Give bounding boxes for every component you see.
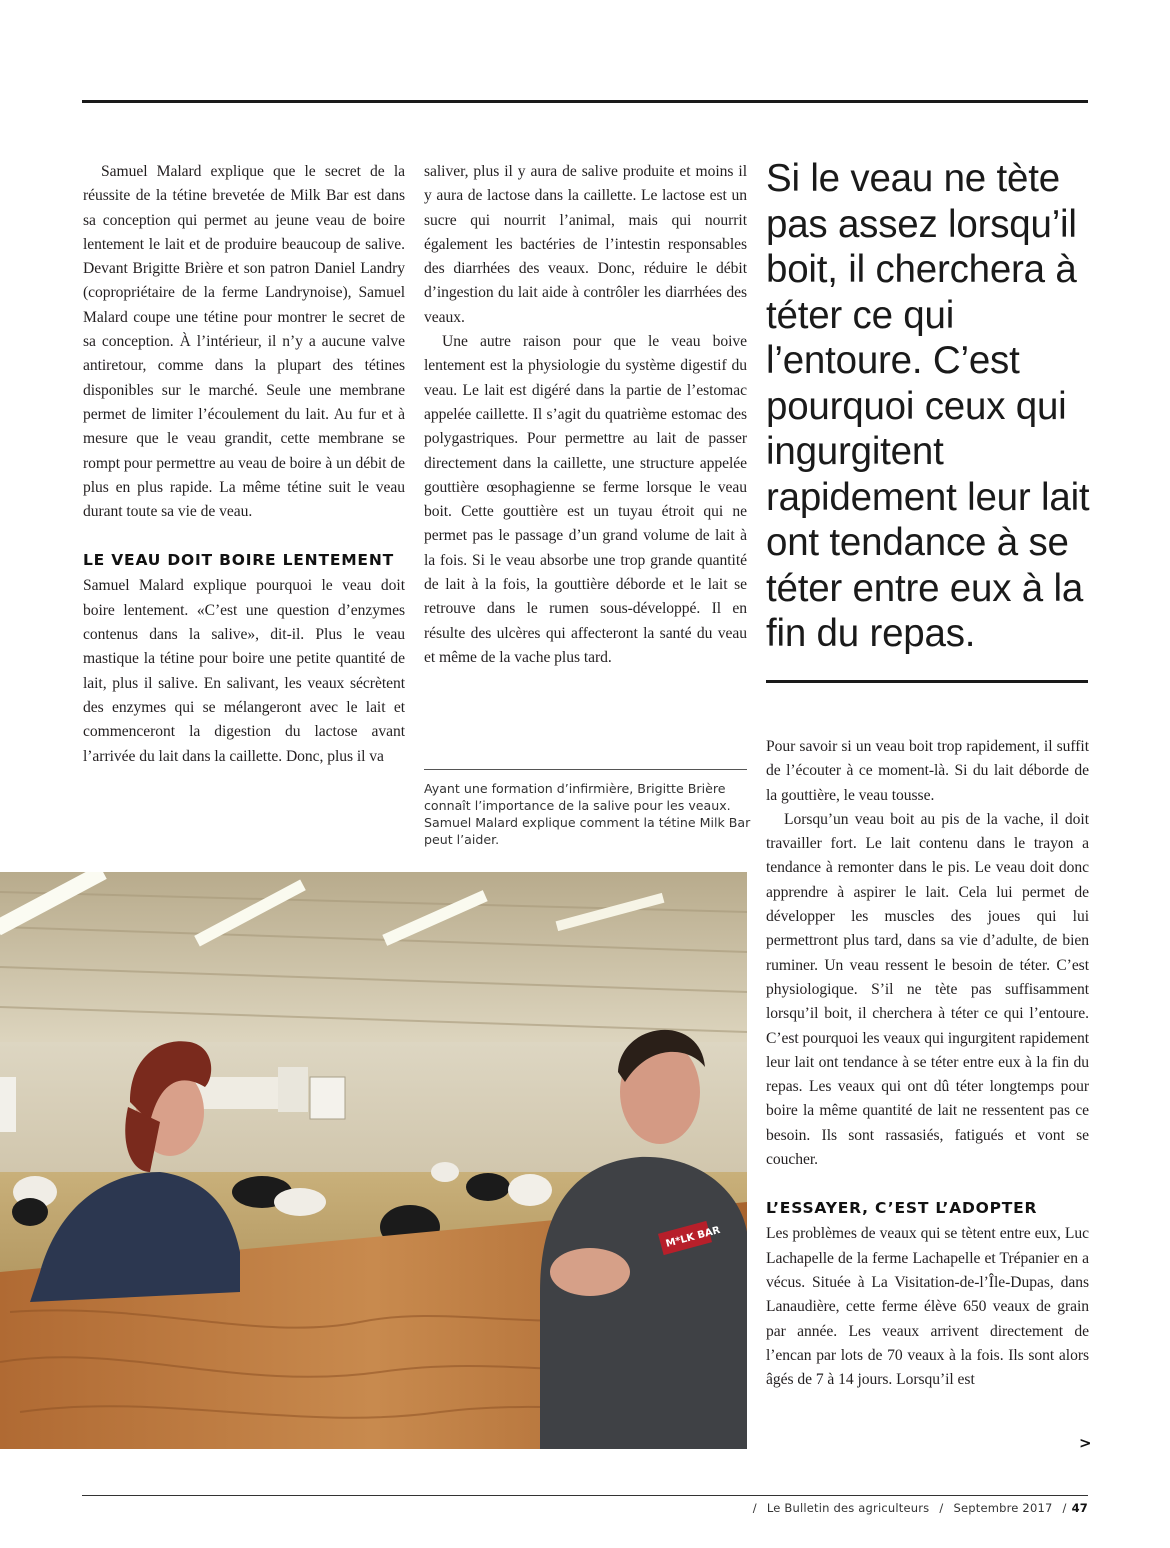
body-paragraph: Lorsqu’un veau boit au pis de la vache, il doit travailler fort. Le lait contenu dans le trayon a tendance à remonter dans le pis. Le veau doit donc apprendre à aspirer le lait. Cela lui permet de développer les muscles des joues qui lui permettront plus tard, dans sa vie d’adulte, de bien ruminer. Un veau ressent le besoin de téter. C’est physiologique. S’il ne tète pas suffisamment lorsqu’il boit, il cherchera à téter ce qui l’entoure. C’est pourquoi les veaux qui ingurgitent rapidement leur lait ont tendance à se téter entre eux à la fin du repas. Les veaux qui ont dû téter longtemps pour boire la même quantité de lait ne ressentent pas ce besoin. Ils sont rassasiés, fatigués et vont se coucher. <box>766 810 1089 1169</box>
top-rule <box>82 100 1088 103</box>
article-photo <box>0 872 747 1449</box>
body-paragraph: saliver, plus il y aura de salive produite et moins il y aura de lactose dans la caillette. Le lactose est un sucre qui nourrit l’animal, mais qui nourrit également les bactéries de l’intestin responsables des diarrhées des veaux. Donc, réduire le débit d’ingestion du lait aide à contrôler les diarrhées des veaux. <box>424 163 747 326</box>
article-column-2 <box>424 160 747 670</box>
footer-rule <box>82 1495 1088 1496</box>
body-paragraph: Samuel Malard explique pourquoi le veau doit boire lentement. «C’est une question d’enzymes contenus dans la salive», dit-il. Plus le veau mastique la tétine pour boire une petite quantité de lait, plus il salive. En salivant, les veaux sécrètent des enzymes qui se mélangeront avec le lait et commenceront la digestion du lactose avant l’arrivée du lait dans la caillette. Donc, plus il va <box>83 577 405 765</box>
body-paragraph: Une autre raison pour que le veau boive lentement est la physiologie du système digestif du veau. Le lait est digéré dans la partie de l’estomac appelée caillette. Il s’agit du quatrième estomac des polygastriques. Pour permettre au lait de passer directement dans la caillette, une structure appelée gouttière œsophagienne se ferme lorsque le veau boit. Cette gouttière est un tuyau étroit qui ne permet pas le passage d’un grand volume de lait à la fois. Si le veau absorbe une trop grande quantité de lait à la fois, la gouttière déborde et le lait se retrouve dans le rumen sous-développé. Il en résulte des ulcères qui affecteront la santé du veau et même de la vache plus tard. <box>424 333 747 666</box>
barn-photo-illustration <box>0 872 747 1449</box>
body-paragraph: Les problèmes de veaux qui se tètent entre eux, Luc Lachapelle de la ferme Lachapelle et Trépanier en a vécus. Située à La Visitation-de-l’Île-Dupas, dans Lanaudière, cette ferme élève 650 veaux de grain par année. Les veaux arrivent directement de l’encan par lots de 70 veaux à la fois. Ils sont alors âgés de 7 à 14 jours. Lorsqu’il est <box>766 1225 1089 1389</box>
body-paragraph: Samuel Malard explique que le secret de la réussite de la tétine brevetée de Milk Bar est dans sa conception qui permet au jeune veau de boire lentement le lait et de produire beaucoup de salive. Devant Brigitte Brière et son patron Daniel Landry (copropriétaire de la ferme Landrynoise), Samuel Malard coupe une tétine pour montrer le secret de sa conception. À l’intérieur, il n’y a aucune valve antiretour, comme dans la plupart des tétines disponibles sur le marché. Seule une membrane permet de limiter l’écoulement du lait. Au fur et à mesure que le veau grandit, cette membrane se rompt pour permettre au veau de boire à un débit de plus en plus rapide. La même tétine suit le veau durant toute sa vie de veau. <box>83 163 405 521</box>
section-heading: L’ESSAYER, C’EST L’ADOPTER <box>766 1199 1038 1218</box>
page-footer <box>753 1501 1088 1515</box>
page-number: 47 <box>1071 1501 1088 1515</box>
body-paragraph: Pour savoir si un veau boit trop rapidement, il suffit de l’écouter à ce moment-là. Si du lait déborde de la gouttière, le veau tousse. <box>766 738 1089 804</box>
caption-rule <box>424 769 747 770</box>
pull-quote-rule <box>766 680 1088 683</box>
issue-date: Septembre 2017 <box>953 1501 1053 1515</box>
photo-caption: Ayant une formation d’infirmière, Brigitte Brière connaît l’importance de la salive pour les veaux. Samuel Malard explique comment la tétine Milk Bar peut l’aider. <box>424 781 751 847</box>
footer-separator: / <box>1062 1501 1067 1515</box>
footer-separator: / <box>939 1501 944 1515</box>
footer-separator: / <box>752 1501 757 1515</box>
article-column-3 <box>766 735 1089 1392</box>
pull-quote: Si le veau ne tète pas assez lorsqu’il boit, il cherchera à téter ce qui l’entoure. C’est pourquoi ceux qui ingurgitent rapidement leur lait ont tendance à se téter entre eux à la fin du repas. <box>766 157 1090 655</box>
section-heading: LE VEAU DOIT BOIRE LENTEMENT <box>83 551 394 570</box>
continue-arrow-icon: > <box>1079 1434 1092 1452</box>
jacket-logo: M*LK BAR <box>664 1224 722 1250</box>
article-column-1 <box>83 160 405 769</box>
publication-name: Le Bulletin des agriculteurs <box>766 1501 930 1515</box>
